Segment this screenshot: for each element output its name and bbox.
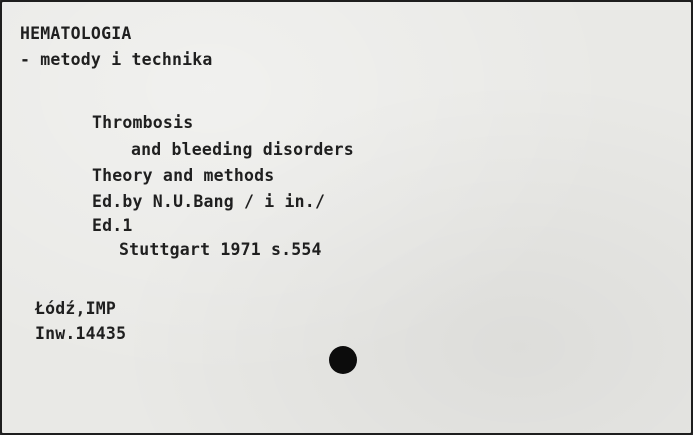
subject-heading: HEMATOLOGIA bbox=[20, 24, 132, 43]
imprint: Stuttgart 1971 s.554 bbox=[119, 240, 322, 259]
inventory-number: Inw.14435 bbox=[35, 324, 127, 343]
edition: Ed.1 bbox=[92, 216, 133, 235]
punch-hole-icon bbox=[329, 346, 357, 374]
library-location: Łódź,IMP bbox=[35, 299, 117, 318]
subject-subheading: - metody i technika bbox=[20, 50, 213, 69]
editors: Ed.by N.U.Bang / i in./ bbox=[92, 192, 326, 211]
title-line-1: Thrombosis bbox=[92, 113, 194, 132]
subtitle: Theory and methods bbox=[92, 166, 275, 185]
title-line-2: and bleeding disorders bbox=[131, 140, 354, 159]
